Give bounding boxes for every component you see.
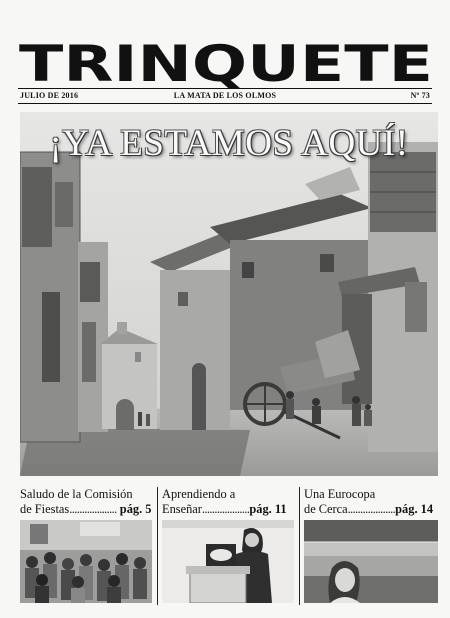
teaser-title — [162, 487, 294, 518]
masthead-rule-bottom — [18, 103, 432, 104]
teaser-article-3[interactable] — [304, 487, 438, 605]
dot-leader: ................... — [69, 502, 117, 516]
masthead-title: TRINQUETE — [19, 36, 433, 88]
teaser-photo-speaker — [162, 520, 294, 603]
issue-date: JULIO DE 2016 — [20, 91, 79, 100]
page-reference: pág. 5 — [119, 502, 152, 516]
teaser-photo-stadium — [304, 520, 438, 603]
teaser-title — [304, 487, 438, 518]
town-name: LA MATA DE LOS OLMOS — [173, 91, 277, 100]
village-street-painting — [20, 112, 438, 476]
page-reference: pág. 14 — [395, 502, 434, 516]
teaser-article-2[interactable] — [162, 487, 294, 605]
cover-headline: ¡YA ESTAMOS AQUÍ! — [49, 123, 409, 164]
column-divider — [299, 487, 300, 605]
teaser-title-line1: Una Eurocopa — [304, 487, 376, 501]
issue-number: Nº 73 — [410, 91, 430, 100]
cover-illustration — [20, 112, 438, 476]
teaser-title-line2: de Cerca — [304, 502, 348, 516]
teaser-title — [20, 487, 152, 518]
issue-info-row — [20, 89, 430, 103]
masthead-title-art — [14, 36, 438, 88]
teaser-title-line2: Enseñar — [162, 502, 202, 516]
dot-leader: ................... — [201, 502, 250, 516]
teaser-article-1[interactable] — [20, 487, 152, 605]
teaser-title-line1: Aprendiendo a — [162, 487, 236, 501]
teaser-title-line1: Saludo de la Comisión — [20, 487, 133, 501]
column-divider — [157, 487, 158, 605]
teaser-photo-crowd — [20, 520, 152, 603]
page-reference: pág. 11 — [249, 502, 287, 516]
masthead-logo — [14, 36, 438, 88]
teaser-title-line2: de Fiestas — [20, 502, 70, 516]
dot-leader: ................... — [347, 502, 396, 516]
